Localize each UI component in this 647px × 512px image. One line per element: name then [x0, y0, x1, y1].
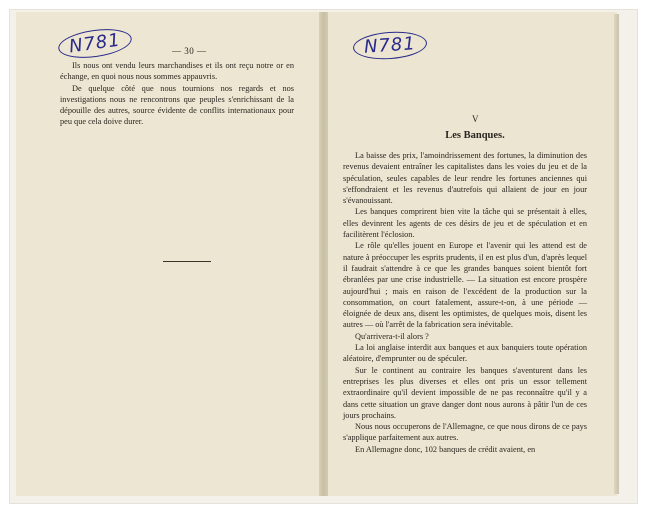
- paragraph: Nous nous occuperons de l'Allemagne, ce que nous dirons de ce pays s'applique parfaitement aux autres.: [343, 422, 587, 443]
- left-page-text: [60, 60, 294, 128]
- paragraph: Qu'arrivera-t-il alors ?: [355, 331, 429, 341]
- shelfmark-stamp-left: N781: [56, 25, 133, 62]
- paragraph: Ils nous ont vendu leurs marchandises et ils ont reçu notre or en échange, en quoi nous nous sommes appauvris.: [60, 61, 294, 82]
- page-edge: [614, 14, 619, 494]
- chapter-number: V: [472, 114, 479, 124]
- paragraph: Sur le continent au contraire les banques s'aventurent dans les entreprises les plus diverses et elles ont pris un essor tellement extraordinaire qu'il devient impossible de ne pas reconnaître qu'il y a dans cette situation un grave danger dont nous aurons à pâtir l'un de ces jours prochains.: [343, 365, 587, 420]
- right-page-text: [343, 150, 587, 455]
- paragraph: La baisse des prix, l'amoindrissement des fortunes, la diminution des revenus devaient entraîner les capitalistes dans les voies du jeu et de la spéculation, seules capables de leur rendre les fortunes anciennes qui s'effondraient et les revenus d'autrefois qui allaient de jour en jour s'évanouissant.: [343, 151, 587, 206]
- paragraph: En Allemagne donc, 102 banques de crédit avaient, en: [355, 444, 536, 454]
- paragraph: La loi anglaise interdit aux banques et aux banquiers toute opération aléatoire, d'emprunter ou de spéculer.: [343, 343, 587, 364]
- end-rule: [163, 261, 211, 262]
- page-number: — 30 —: [172, 46, 207, 56]
- paragraph: De quelque côté que nous tournions nos regards et nos investigations nous ne rencontrons que peuples s'enrichissant de la dépouille des autres, source évidente de conflits internationaux pour peu que cela doive durer.: [60, 83, 294, 127]
- paragraph: Le rôle qu'elles jouent en Europe et l'avenir qui les attend est de nature à préoccuper les esprits prudents, il en est plus d'un, d'après lequel il faudrait s'attendre à ce que les grandes banques soient bientôt fort ébranlées par une crise industrielle. — La situation est encore prospère aujourd'hui ; mais en raison de l'excédent de la production sur la consommation, on court fatalement, assure-t-on, à une période — éloignée de deux ans, disent les optimistes, de quelques mois, disent les autres — où l'arrêt de la fabrication sera inévitable.: [343, 241, 587, 330]
- paragraph: Les banques comprirent bien vite la tâche qui se présentait à elles, elles devinrent les agents de ces désirs de jeu et de spéculation et en facilitèrent l'éclosion.: [343, 207, 587, 240]
- chapter-title: Les Banques.: [445, 130, 505, 141]
- shelfmark-stamp-right: N781: [352, 29, 428, 61]
